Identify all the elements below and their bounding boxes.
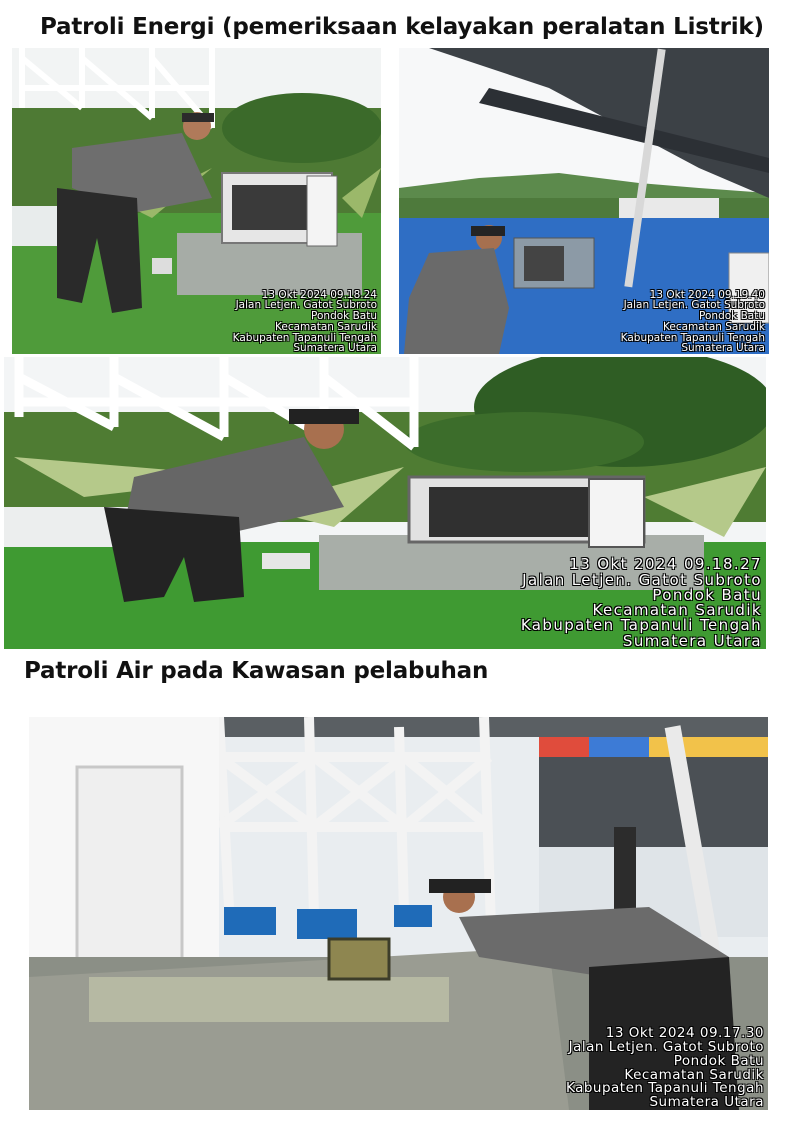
stamp-province: Sumatera Utara (649, 1094, 764, 1110)
stamp-timestamp: 13 Okt 2024 09.18.27 (569, 555, 762, 574)
water-patrol-photo (29, 717, 768, 1110)
stamp-province: Sumatera Utara (293, 342, 377, 354)
energy-patrol-photo-1 (12, 48, 381, 354)
energy-patrol-photo-3 (4, 357, 766, 649)
stamp-timestamp: 13 Okt 2024 09.19.40 (649, 288, 765, 301)
stamp-street: Jalan Letjen. Gatot Subroto (623, 299, 765, 312)
stamp-district: Kecamatan Sarudik (624, 1066, 764, 1083)
stamp-district: Kecamatan Sarudik (275, 320, 377, 333)
stamp-province: Sumatera Utara (622, 631, 762, 649)
stamp-regency: Kabupaten Tapanuli Tengah (232, 331, 377, 344)
stamp-regency: Kabupaten Tapanuli Tengah (520, 616, 762, 635)
stamp-district: Kecamatan Sarudik (592, 601, 762, 620)
photo-stamp (521, 557, 762, 649)
photo-stamp (621, 290, 765, 354)
stamp-province: Sumatera Utara (681, 342, 765, 354)
photo-stamp (566, 1027, 764, 1110)
photo-stamp (233, 290, 377, 354)
energy-patrol-heading: Patroli Energi (pemeriksaan kelayakan peralatan Listrik) (40, 14, 764, 40)
water-patrol-heading: Patroli Air pada Kawasan pelabuhan (24, 658, 489, 684)
stamp-regency: Kabupaten Tapanuli Tengah (565, 1080, 764, 1097)
stamp-street: Jalan Letjen. Gatot Subroto (235, 299, 377, 312)
stamp-regency: Kabupaten Tapanuli Tengah (620, 331, 765, 344)
stamp-street: Jalan Letjen. Gatot Subroto (522, 570, 762, 589)
stamp-timestamp: 13 Okt 2024 09.18.24 (261, 288, 377, 301)
stamp-village: Pondok Batu (673, 1052, 764, 1069)
stamp-village: Pondok Batu (311, 310, 377, 323)
stamp-timestamp: 13 Okt 2024 09.17.30 (605, 1025, 764, 1042)
energy-patrol-photo-2 (399, 48, 769, 354)
stamp-street: Jalan Letjen. Gatot Subroto (568, 1039, 764, 1056)
stamp-village: Pondok Batu (699, 310, 765, 323)
stamp-district: Kecamatan Sarudik (663, 320, 765, 333)
stamp-village: Pondok Batu (652, 585, 762, 604)
